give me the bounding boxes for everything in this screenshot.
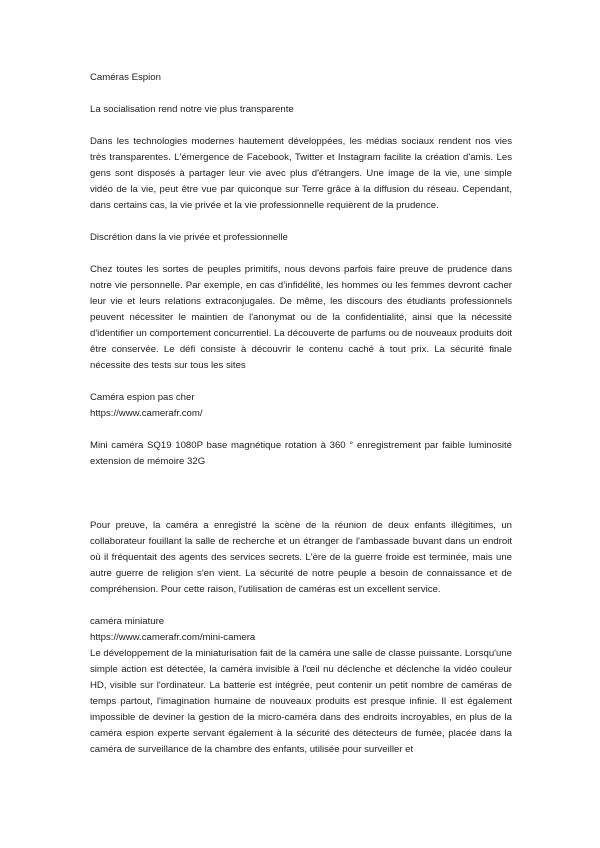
section-heading-socialisation: La socialisation rend notre vie plus transparente [90, 104, 294, 115]
section-heading-discretion: Discrétion dans la vie privée et professionnelle [90, 232, 288, 243]
link-url-mini-camera[interactable]: https://www.camerafr.com/mini-camera [90, 632, 256, 643]
document-title: Caméras Espion [90, 72, 161, 83]
link-label-camera-espion: Caméra espion pas cher [90, 392, 195, 403]
document-page [90, 70, 512, 758]
paragraph-preuve: Pour preuve, la caméra a enregistré la scène de la réunion de deux enfants illégitimes, un collaborateur fouillant la salle de recherche et un étranger de l'ambassade buvant dans un endroit où il fréquentait des agents des services secrets. L'ère de la guerre froide est terminée, mais une autre guerre de religion s'en vient. La sécurité de notre peuple a besoin de connaissance et de compréhension. Pour cette raison, l'utilisation de caméras est un excellent service. [90, 520, 512, 595]
link-label-camera-miniature: caméra miniature [90, 616, 165, 627]
paragraph-prudence: Chez toutes les sortes de peuples primitifs, nous devons parfois faire preuve de prudence dans notre vie personnelle. Par exemple, en cas d’infidélité, les hommes ou les femmes devront cacher leur vie et leurs relations extraconjugales. De même, les discours des étudiants professionnels peuvent nécessiter le maintien de l'anonymat ou de la confidentialité, ainsi que la nécessité d'identifier un comportement concurrentiel. La découverte de parfums ou de nouveaux produits doit être conservée. Le défi consiste à découvrir le contenu caché à tout prix. La sécurité finale nécessite des tests sur tous les sites [90, 264, 512, 371]
paragraph-miniaturisation: Le développement de la miniaturisation fait de la caméra une salle de classe puissante. Lorsqu'une simple action est détectée, la caméra invisible à l'œil nu déclenche et déclenche la vidéo couleur HD, visible sur l'ordinateur. La batterie est intégrée, peut contenir un petit nombre de caméras de temps partout, l'imagination humaine de nouveaux produits est presque infinie. Il est également impossible de deviner la gestion de la micro-caméra dans des endroits incroyables, en plus de la caméra espion experte servant également à la sécurité des détecteurs de fumée, placée dans la caméra de surveillance de la chambre des enfants, utilisée pour surveiller et [90, 648, 512, 755]
product-description: Mini caméra SQ19 1080P base magnétique rotation à 360 ° enregistrement par faible luminosité extension de mémoire 32G [90, 440, 512, 467]
link-url-camerafr[interactable]: https://www.camerafr.com/ [90, 408, 203, 419]
paragraph-social-media: Dans les technologies modernes hautement développées, les médias sociaux rendent nos vies très transparentes. L'émergence de Facebook, Twitter et Instagram facilite la création d'amis. Les gens sont disposés à partager leur vie avec plus d'étrangers. Une image de la vie, une simple vidéo de la vie, peut être vue par quiconque sur Terre grâce à la diffusion du réseau. Cependant, dans certains cas, la vie privée et la vie professionnelle requièrent de la prudence. [90, 136, 512, 211]
